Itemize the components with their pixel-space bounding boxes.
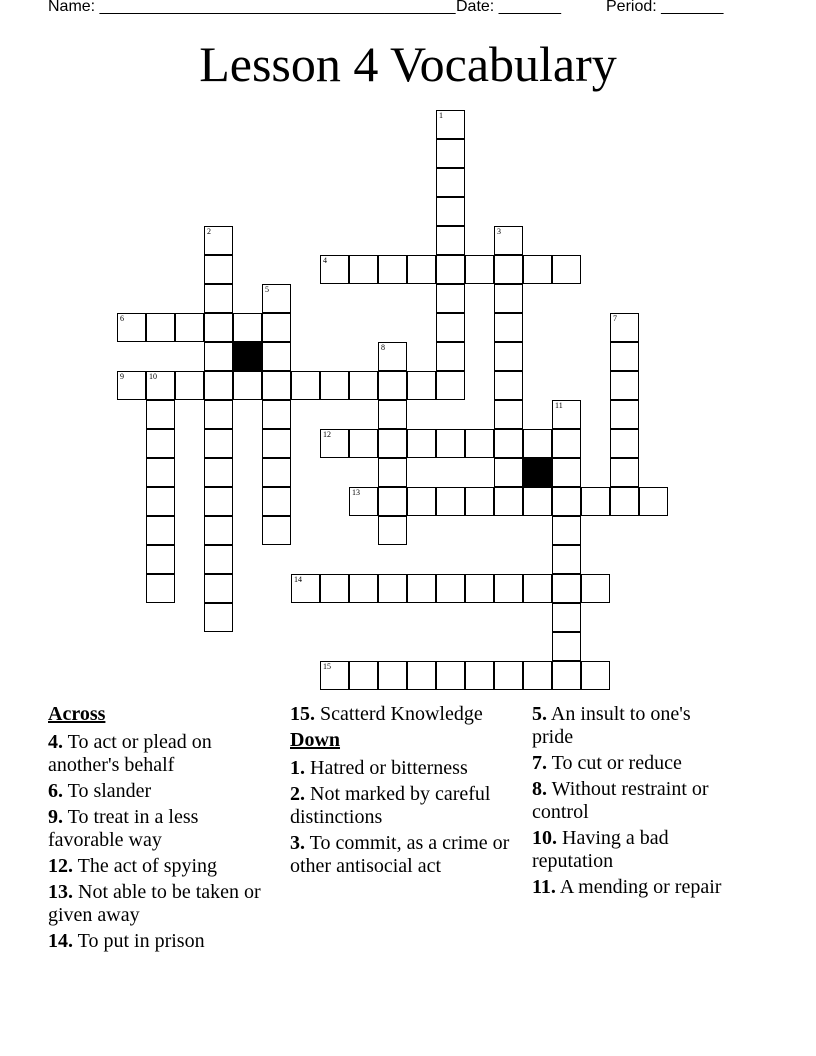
clue-down-8: 8. Without restraint or control bbox=[532, 778, 709, 823]
grid-cell[interactable] bbox=[494, 574, 523, 603]
grid-cell[interactable] bbox=[378, 661, 407, 690]
clue-across-4: 4. To act or plead on another's behalf bbox=[48, 731, 212, 776]
grid-cell[interactable] bbox=[494, 458, 523, 487]
grid-cell[interactable] bbox=[610, 371, 639, 400]
cell-number: 9 bbox=[120, 372, 124, 381]
clues-column-3 bbox=[532, 703, 732, 902]
grid-cell[interactable] bbox=[291, 574, 320, 603]
grid-cell[interactable] bbox=[320, 661, 349, 690]
clue-across-14: 14. To put in prison bbox=[48, 930, 205, 952]
grid-cell[interactable] bbox=[639, 487, 668, 516]
grid-cell[interactable] bbox=[378, 487, 407, 516]
cell-number: 7 bbox=[613, 314, 617, 323]
cell-number: 5 bbox=[265, 285, 269, 294]
grid-cell[interactable] bbox=[436, 342, 465, 371]
grid-cell[interactable] bbox=[523, 255, 552, 284]
grid-cell[interactable] bbox=[523, 661, 552, 690]
grid-cell[interactable] bbox=[349, 255, 378, 284]
grid-cell[interactable] bbox=[436, 574, 465, 603]
grid-cell[interactable] bbox=[146, 429, 175, 458]
grid-cell[interactable] bbox=[204, 516, 233, 545]
grid-cell[interactable] bbox=[436, 139, 465, 168]
grid-cell[interactable] bbox=[262, 487, 291, 516]
grid-cell[interactable] bbox=[204, 400, 233, 429]
cell-number: 8 bbox=[381, 343, 385, 352]
grid-cell[interactable] bbox=[610, 313, 639, 342]
grid-cell[interactable] bbox=[349, 371, 378, 400]
cell-number: 6 bbox=[120, 314, 124, 323]
grid-cell[interactable] bbox=[465, 574, 494, 603]
grid-cell[interactable] bbox=[552, 255, 581, 284]
grid-cell[interactable] bbox=[146, 313, 175, 342]
grid-cell[interactable] bbox=[262, 284, 291, 313]
grid-cell[interactable] bbox=[204, 574, 233, 603]
cell-number: 1 bbox=[439, 111, 443, 120]
grid-cell[interactable] bbox=[436, 226, 465, 255]
grid-cell[interactable] bbox=[610, 487, 639, 516]
name-field[interactable]: Name: ________________________________________ bbox=[48, 0, 456, 15]
date-field[interactable]: Date: _______ bbox=[456, 0, 561, 15]
grid-cell[interactable] bbox=[378, 458, 407, 487]
grid-cell[interactable] bbox=[204, 458, 233, 487]
grid-cell[interactable] bbox=[610, 400, 639, 429]
clue-down-1: 1. Hatred or bitterness bbox=[290, 757, 468, 779]
grid-cell[interactable] bbox=[320, 574, 349, 603]
grid-cell[interactable] bbox=[610, 342, 639, 371]
grid-cell[interactable] bbox=[581, 661, 610, 690]
grid-cell[interactable] bbox=[436, 661, 465, 690]
clue-down-10: 10. Having a bad reputation bbox=[532, 827, 669, 872]
grid-cell[interactable] bbox=[262, 458, 291, 487]
cell-number: 10 bbox=[149, 372, 157, 381]
cell-number: 11 bbox=[555, 401, 563, 410]
grid-cell[interactable] bbox=[552, 487, 581, 516]
clues-column-1 bbox=[48, 703, 278, 956]
grid-cell[interactable] bbox=[581, 487, 610, 516]
grid-cell[interactable] bbox=[494, 371, 523, 400]
grid-cell[interactable] bbox=[349, 487, 378, 516]
grid-cell[interactable] bbox=[494, 313, 523, 342]
clue-down-5: 5. An insult to one's pride bbox=[532, 703, 691, 748]
grid-cell[interactable] bbox=[175, 313, 204, 342]
grid-cell[interactable] bbox=[204, 226, 233, 255]
grid-cell[interactable] bbox=[262, 516, 291, 545]
grid-cell[interactable] bbox=[233, 313, 262, 342]
grid-cell[interactable] bbox=[436, 487, 465, 516]
cell-number: 12 bbox=[323, 430, 331, 439]
clue-across-15: 15. Scatterd Knowledge bbox=[290, 703, 483, 725]
grid-cell[interactable] bbox=[204, 313, 233, 342]
grid-cell[interactable] bbox=[262, 342, 291, 371]
clue-across-12: 12. The act of spying bbox=[48, 855, 218, 877]
clue-across-9: 9. To treat in a less favorable way bbox=[48, 806, 199, 851]
grid-cell[interactable] bbox=[320, 255, 349, 284]
grid-cell[interactable] bbox=[494, 400, 523, 429]
grid-cell[interactable] bbox=[465, 661, 494, 690]
grid-cell[interactable] bbox=[523, 487, 552, 516]
grid-cell[interactable] bbox=[465, 487, 494, 516]
clue-across-6: 6. To slander bbox=[48, 780, 152, 802]
grid-cell[interactable] bbox=[581, 574, 610, 603]
cell-number: 4 bbox=[323, 256, 327, 265]
grid-cell[interactable] bbox=[436, 197, 465, 226]
grid-cell[interactable] bbox=[465, 255, 494, 284]
grid-cell[interactable] bbox=[204, 545, 233, 574]
grid-cell[interactable] bbox=[349, 574, 378, 603]
grid-cell[interactable] bbox=[378, 574, 407, 603]
across-heading: Across bbox=[48, 703, 106, 725]
grid-cell[interactable] bbox=[146, 400, 175, 429]
grid-cell[interactable] bbox=[552, 400, 581, 429]
grid-cell[interactable] bbox=[204, 371, 233, 400]
grid-cell[interactable] bbox=[407, 371, 436, 400]
grid-cell[interactable] bbox=[378, 429, 407, 458]
grid-cell[interactable] bbox=[407, 255, 436, 284]
grid-cell[interactable] bbox=[146, 545, 175, 574]
grid-cell[interactable] bbox=[465, 429, 494, 458]
clue-down-7: 7. To cut or reduce bbox=[532, 752, 682, 774]
grid-cell[interactable] bbox=[378, 371, 407, 400]
grid-cell[interactable] bbox=[204, 284, 233, 313]
cell-number: 14 bbox=[294, 575, 302, 584]
grid-cell[interactable] bbox=[407, 661, 436, 690]
grid-cell[interactable] bbox=[494, 661, 523, 690]
grid-cell[interactable] bbox=[436, 371, 465, 400]
grid-cell[interactable] bbox=[378, 516, 407, 545]
clue-down-3: 3. To commit, as a crime or other antisocial act bbox=[290, 832, 510, 877]
grid-cell[interactable] bbox=[117, 313, 146, 342]
grid-cell[interactable] bbox=[610, 458, 639, 487]
cell-number: 15 bbox=[323, 662, 331, 671]
grid-cell[interactable] bbox=[552, 632, 581, 661]
grid-cell[interactable] bbox=[523, 429, 552, 458]
grid-cell[interactable] bbox=[146, 487, 175, 516]
grid-cell[interactable] bbox=[552, 574, 581, 603]
grid-cell[interactable] bbox=[146, 516, 175, 545]
grid-cell[interactable] bbox=[407, 574, 436, 603]
cell-number: 3 bbox=[497, 227, 501, 236]
grid-cell[interactable] bbox=[291, 371, 320, 400]
grid-cell[interactable] bbox=[552, 429, 581, 458]
grid-cell[interactable] bbox=[494, 255, 523, 284]
grid-cell[interactable] bbox=[320, 429, 349, 458]
grid-cell[interactable] bbox=[204, 255, 233, 284]
grid-cell[interactable] bbox=[552, 545, 581, 574]
grid-cell[interactable] bbox=[436, 110, 465, 139]
grid-cell[interactable] bbox=[552, 458, 581, 487]
grid-cell[interactable] bbox=[204, 429, 233, 458]
grid-cell[interactable] bbox=[552, 661, 581, 690]
grid-cell[interactable] bbox=[146, 371, 175, 400]
grid-cell[interactable] bbox=[262, 313, 291, 342]
grid-cell[interactable] bbox=[436, 284, 465, 313]
grid-cell[interactable] bbox=[204, 603, 233, 632]
grid-cell[interactable] bbox=[407, 429, 436, 458]
grid-cell[interactable] bbox=[146, 574, 175, 603]
grid-cell[interactable] bbox=[175, 371, 204, 400]
grid-cell[interactable] bbox=[436, 313, 465, 342]
grid-cell[interactable] bbox=[204, 342, 233, 371]
grid-cell[interactable] bbox=[610, 429, 639, 458]
grid-cell[interactable] bbox=[523, 574, 552, 603]
period-field[interactable]: Period: _______ bbox=[606, 0, 724, 15]
grid-cell[interactable] bbox=[552, 603, 581, 632]
grid-cell[interactable] bbox=[436, 168, 465, 197]
grid-cell[interactable] bbox=[146, 458, 175, 487]
page-title: Lesson 4 Vocabulary bbox=[199, 36, 617, 92]
grid-cell[interactable] bbox=[349, 429, 378, 458]
grid-cell[interactable] bbox=[407, 487, 436, 516]
grid-cell[interactable] bbox=[262, 429, 291, 458]
grid-cell[interactable] bbox=[494, 226, 523, 255]
grid-cell[interactable] bbox=[349, 661, 378, 690]
down-heading: Down bbox=[290, 729, 341, 751]
cell-number: 2 bbox=[207, 227, 211, 236]
grid-cell[interactable] bbox=[552, 516, 581, 545]
clues-column-2 bbox=[290, 703, 525, 881]
grid-cell[interactable] bbox=[204, 487, 233, 516]
grid-cell[interactable] bbox=[436, 255, 465, 284]
black-cell bbox=[523, 458, 552, 487]
grid-cell[interactable] bbox=[233, 371, 262, 400]
grid-cell[interactable] bbox=[494, 429, 523, 458]
grid-cell[interactable] bbox=[378, 342, 407, 371]
grid-cell[interactable] bbox=[117, 371, 146, 400]
cell-number: 13 bbox=[352, 488, 360, 497]
clue-down-2: 2. Not marked by careful distinctions bbox=[290, 783, 491, 828]
grid-cell[interactable] bbox=[494, 284, 523, 313]
grid-cell[interactable] bbox=[378, 400, 407, 429]
grid-cell[interactable] bbox=[262, 371, 291, 400]
black-cell bbox=[233, 342, 262, 371]
grid-cell[interactable] bbox=[262, 400, 291, 429]
grid-cell[interactable] bbox=[494, 342, 523, 371]
grid-cell[interactable] bbox=[494, 487, 523, 516]
grid-cell[interactable] bbox=[320, 371, 349, 400]
clue-down-11: 11. A mending or repair bbox=[532, 876, 722, 898]
clue-across-13: 13. Not able to be taken or given away bbox=[48, 881, 261, 926]
grid-cell[interactable] bbox=[378, 255, 407, 284]
grid-cell[interactable] bbox=[436, 429, 465, 458]
